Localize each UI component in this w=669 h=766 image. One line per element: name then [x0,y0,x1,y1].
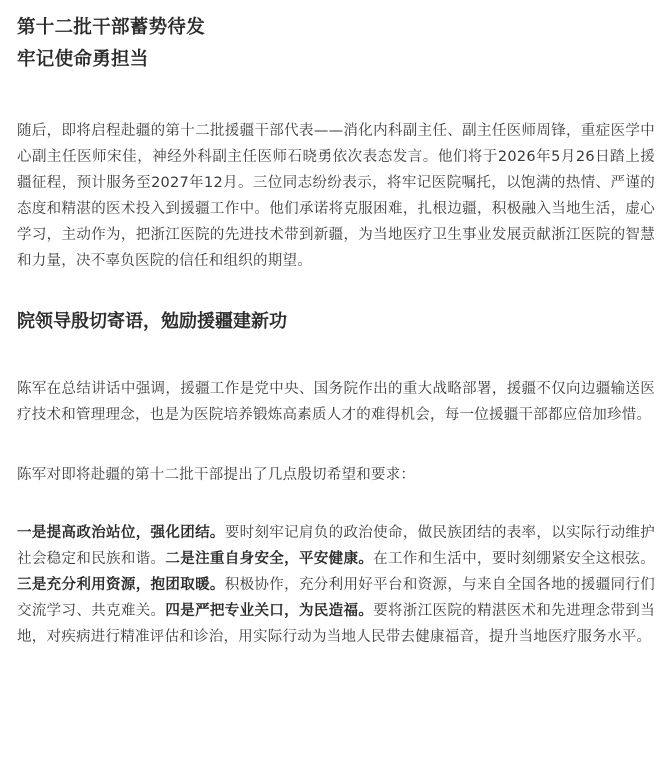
heading-line-2: 牢记使命勇担当 [17,49,149,70]
requirement-4-title: 四是严把专业关口，为民造福。 [165,603,374,619]
requirement-1-title: 一是提高政治站位，强化团结。 [17,525,225,541]
heading-line-1: 第十二批干部蓄势待发 [17,17,206,38]
article-heading [17,12,655,76]
paragraph-speeches: 随后，即将启程赴疆的第十二批援疆干部代表——消化内科副主任、副主任医师周锋，重症医学中心副主任医师宋佳，神经外科副主任医师石晓勇依次表态发言。他们将于2026年5月26日踏上援疆征程，预计服务至2027年12月。三位同志纷纷表示，将牢记医院嘱托，以饱满的热情、严谨的态度和精湛的医术投入到援疆工作中。他们承诺将克服困难，扎根边疆，积极融入当地生活，虚心学习，主动作为，把浙江医院的先进技术带到新疆，为当地医疗卫生事业发展贡献浙江医院的智慧和力量，决不辜负医院的信任和组织的期望。 [17,123,655,269]
paragraph-summary-speech: 陈军在总结讲话中强调，援疆工作是党中央、国务院作出的重大战略部署，援疆不仅向边疆输送医疗技术和管理理念，也是为医院培养锻炼高素质人才的难得机会，每一位援疆干部都应倍加珍惜。 [17,381,655,423]
paragraph-requirements-intro: 陈军对即将赴疆的第十二批干部提出了几点殷切希望和要求： [17,467,416,483]
paragraph-requirements [17,520,655,650]
requirement-3-title: 三是充分利用资源，抱团取暖。 [17,577,225,593]
requirement-4-text: 要将浙江医院的精湛医术和先进理念带到当地，对疾病进行精准评估和诊治，用实际行动为当地人民带去健康福音，提升当地医疗服务水平。 [17,603,656,645]
requirement-2-title: 二是注重自身安全，平安健康。 [165,551,374,567]
requirement-3-text: 积极协作，充分利用好平台和资源，与来自全国各地的援疆同行们交流学习、共克难关。 [17,577,655,619]
requirement-2-text: 在工作和生活中，要时刻绷紧安全这根弦。 [373,551,656,567]
requirement-1-text: 要时刻牢记肩负的政治使命，做民族团结的表率，以实际行动维护社会稳定和民族和谐。 [17,525,655,567]
section-title-leader-message: 院领导殷切寄语，勉励援疆建新功 [17,311,287,332]
